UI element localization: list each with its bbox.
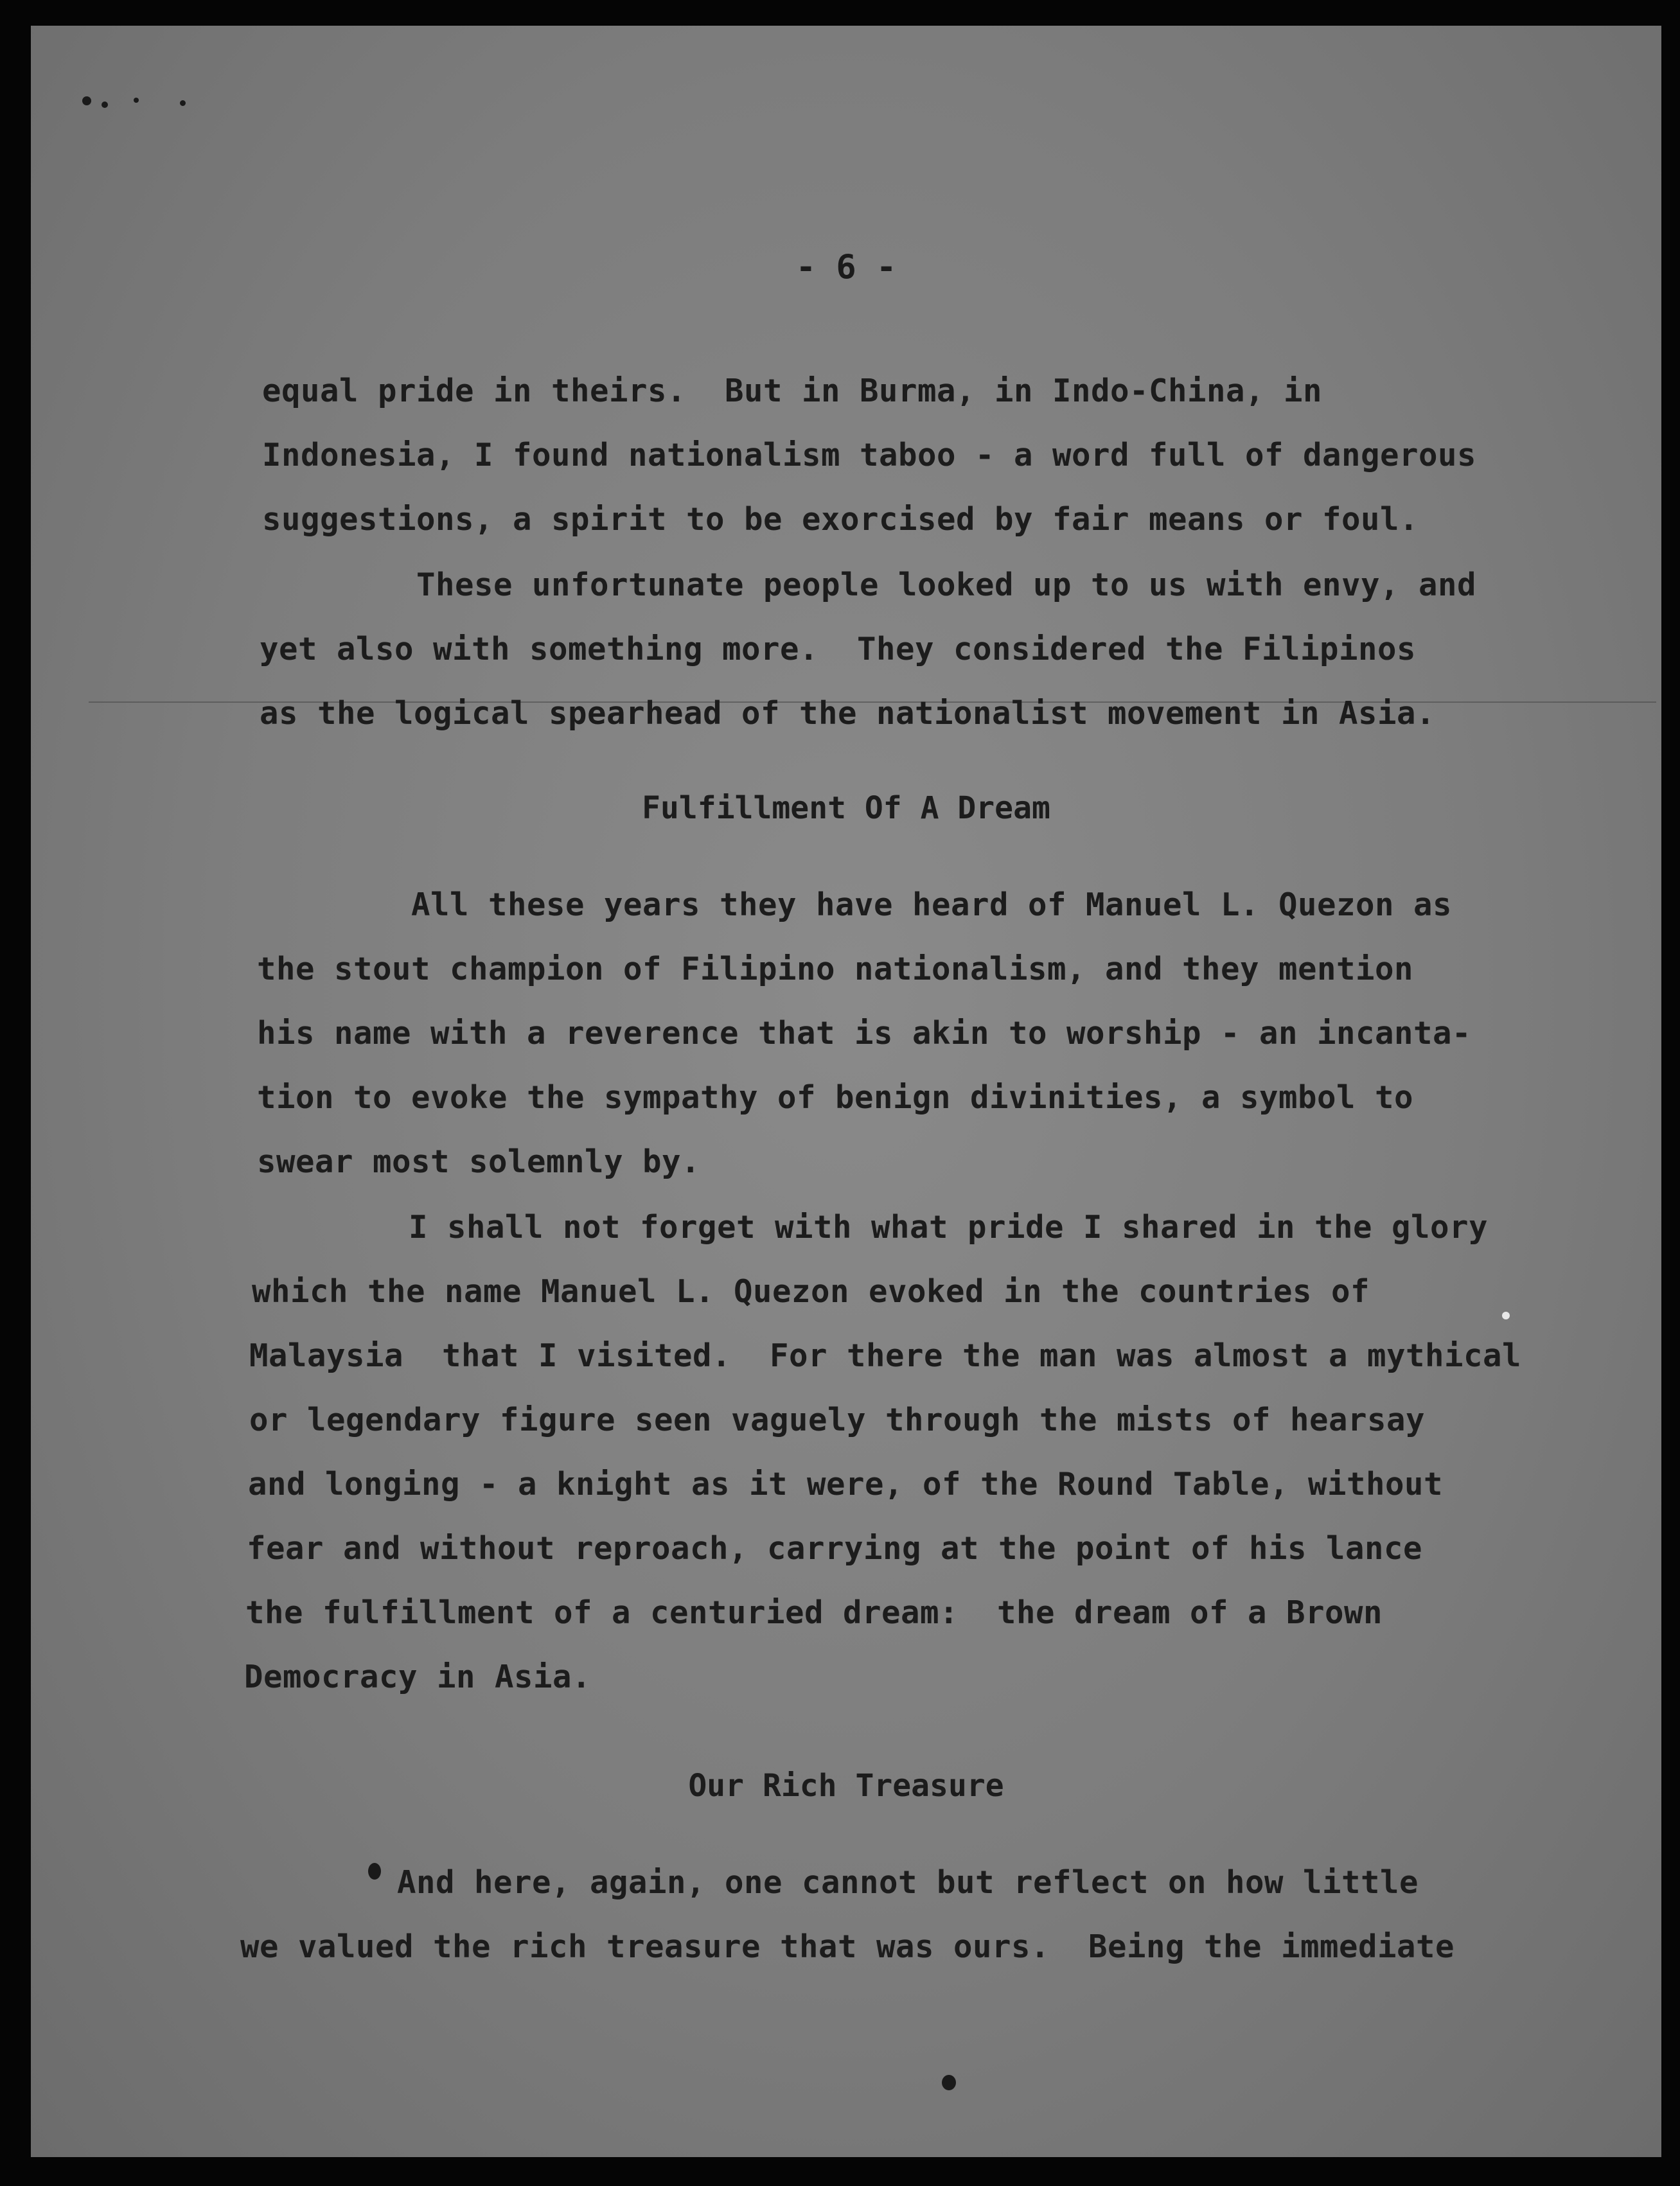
text-line: Indonesia, I found nationalism taboo - a word full of dangerous bbox=[262, 437, 1477, 473]
text-line: Democracy in Asia. bbox=[244, 1659, 592, 1695]
text-line: suggestions, a spirit to be exorcised by fair means or foul. bbox=[262, 501, 1419, 538]
text-line: equal pride in theirs. But in Burma, in Indo-China, in bbox=[262, 373, 1323, 409]
section-heading: Fulfillment Of A Dream bbox=[642, 790, 1050, 826]
text-line: swear most solemnly by. bbox=[257, 1143, 701, 1180]
ink-speck bbox=[102, 101, 108, 108]
text-line: the fulfillment of a centuried dream: the dream of a Brown bbox=[245, 1594, 1383, 1631]
ink-speck bbox=[180, 100, 186, 106]
text-line: fear and without reproach, carrying at the point of his lance bbox=[247, 1530, 1423, 1567]
ink-speck bbox=[942, 2075, 956, 2090]
page-number: - 6 - bbox=[795, 248, 897, 286]
text-line: These unfortunate people looked up to us with envy, and bbox=[262, 567, 1477, 603]
text-line: we valued the rich treasure that was ours. Being the immediate bbox=[240, 1928, 1455, 1965]
text-line: All these years they have heard of Manuel L. Quezon as bbox=[257, 886, 1453, 923]
text-line: And here, again, one cannot but reflect on how little bbox=[243, 1864, 1419, 1901]
text-line: Malaysia that I visited. For there the man was almost a mythical bbox=[249, 1337, 1522, 1374]
text-line: his name with a reverence that is akin to worship - an incanta- bbox=[257, 1015, 1472, 1052]
text-line: yet also with something more. They considered the Filipinos bbox=[260, 631, 1417, 667]
text-line: tion to evoke the sympathy of benign divinities, a symbol to bbox=[257, 1079, 1414, 1116]
text-line: and longing - a knight as it were, of the Round Table, without bbox=[248, 1466, 1444, 1503]
text-line: which the name Manuel L. Quezon evoked in the countries of bbox=[252, 1273, 1370, 1310]
text-line: as the logical spearhead of the nationalist movement in Asia. bbox=[260, 695, 1436, 732]
ink-speck bbox=[82, 96, 91, 105]
section-heading: Our Rich Treasure bbox=[688, 1768, 1004, 1804]
ink-speck bbox=[1502, 1312, 1510, 1319]
text-line: the stout champion of Filipino nationalism, and they mention bbox=[257, 951, 1414, 987]
text-line: or legendary figure seen vaguely through the mists of hearsay bbox=[249, 1402, 1426, 1438]
text-line: I shall not forget with what pride I shared in the glory bbox=[254, 1209, 1489, 1246]
typewritten-page bbox=[31, 26, 1661, 2157]
ink-speck bbox=[134, 98, 139, 103]
